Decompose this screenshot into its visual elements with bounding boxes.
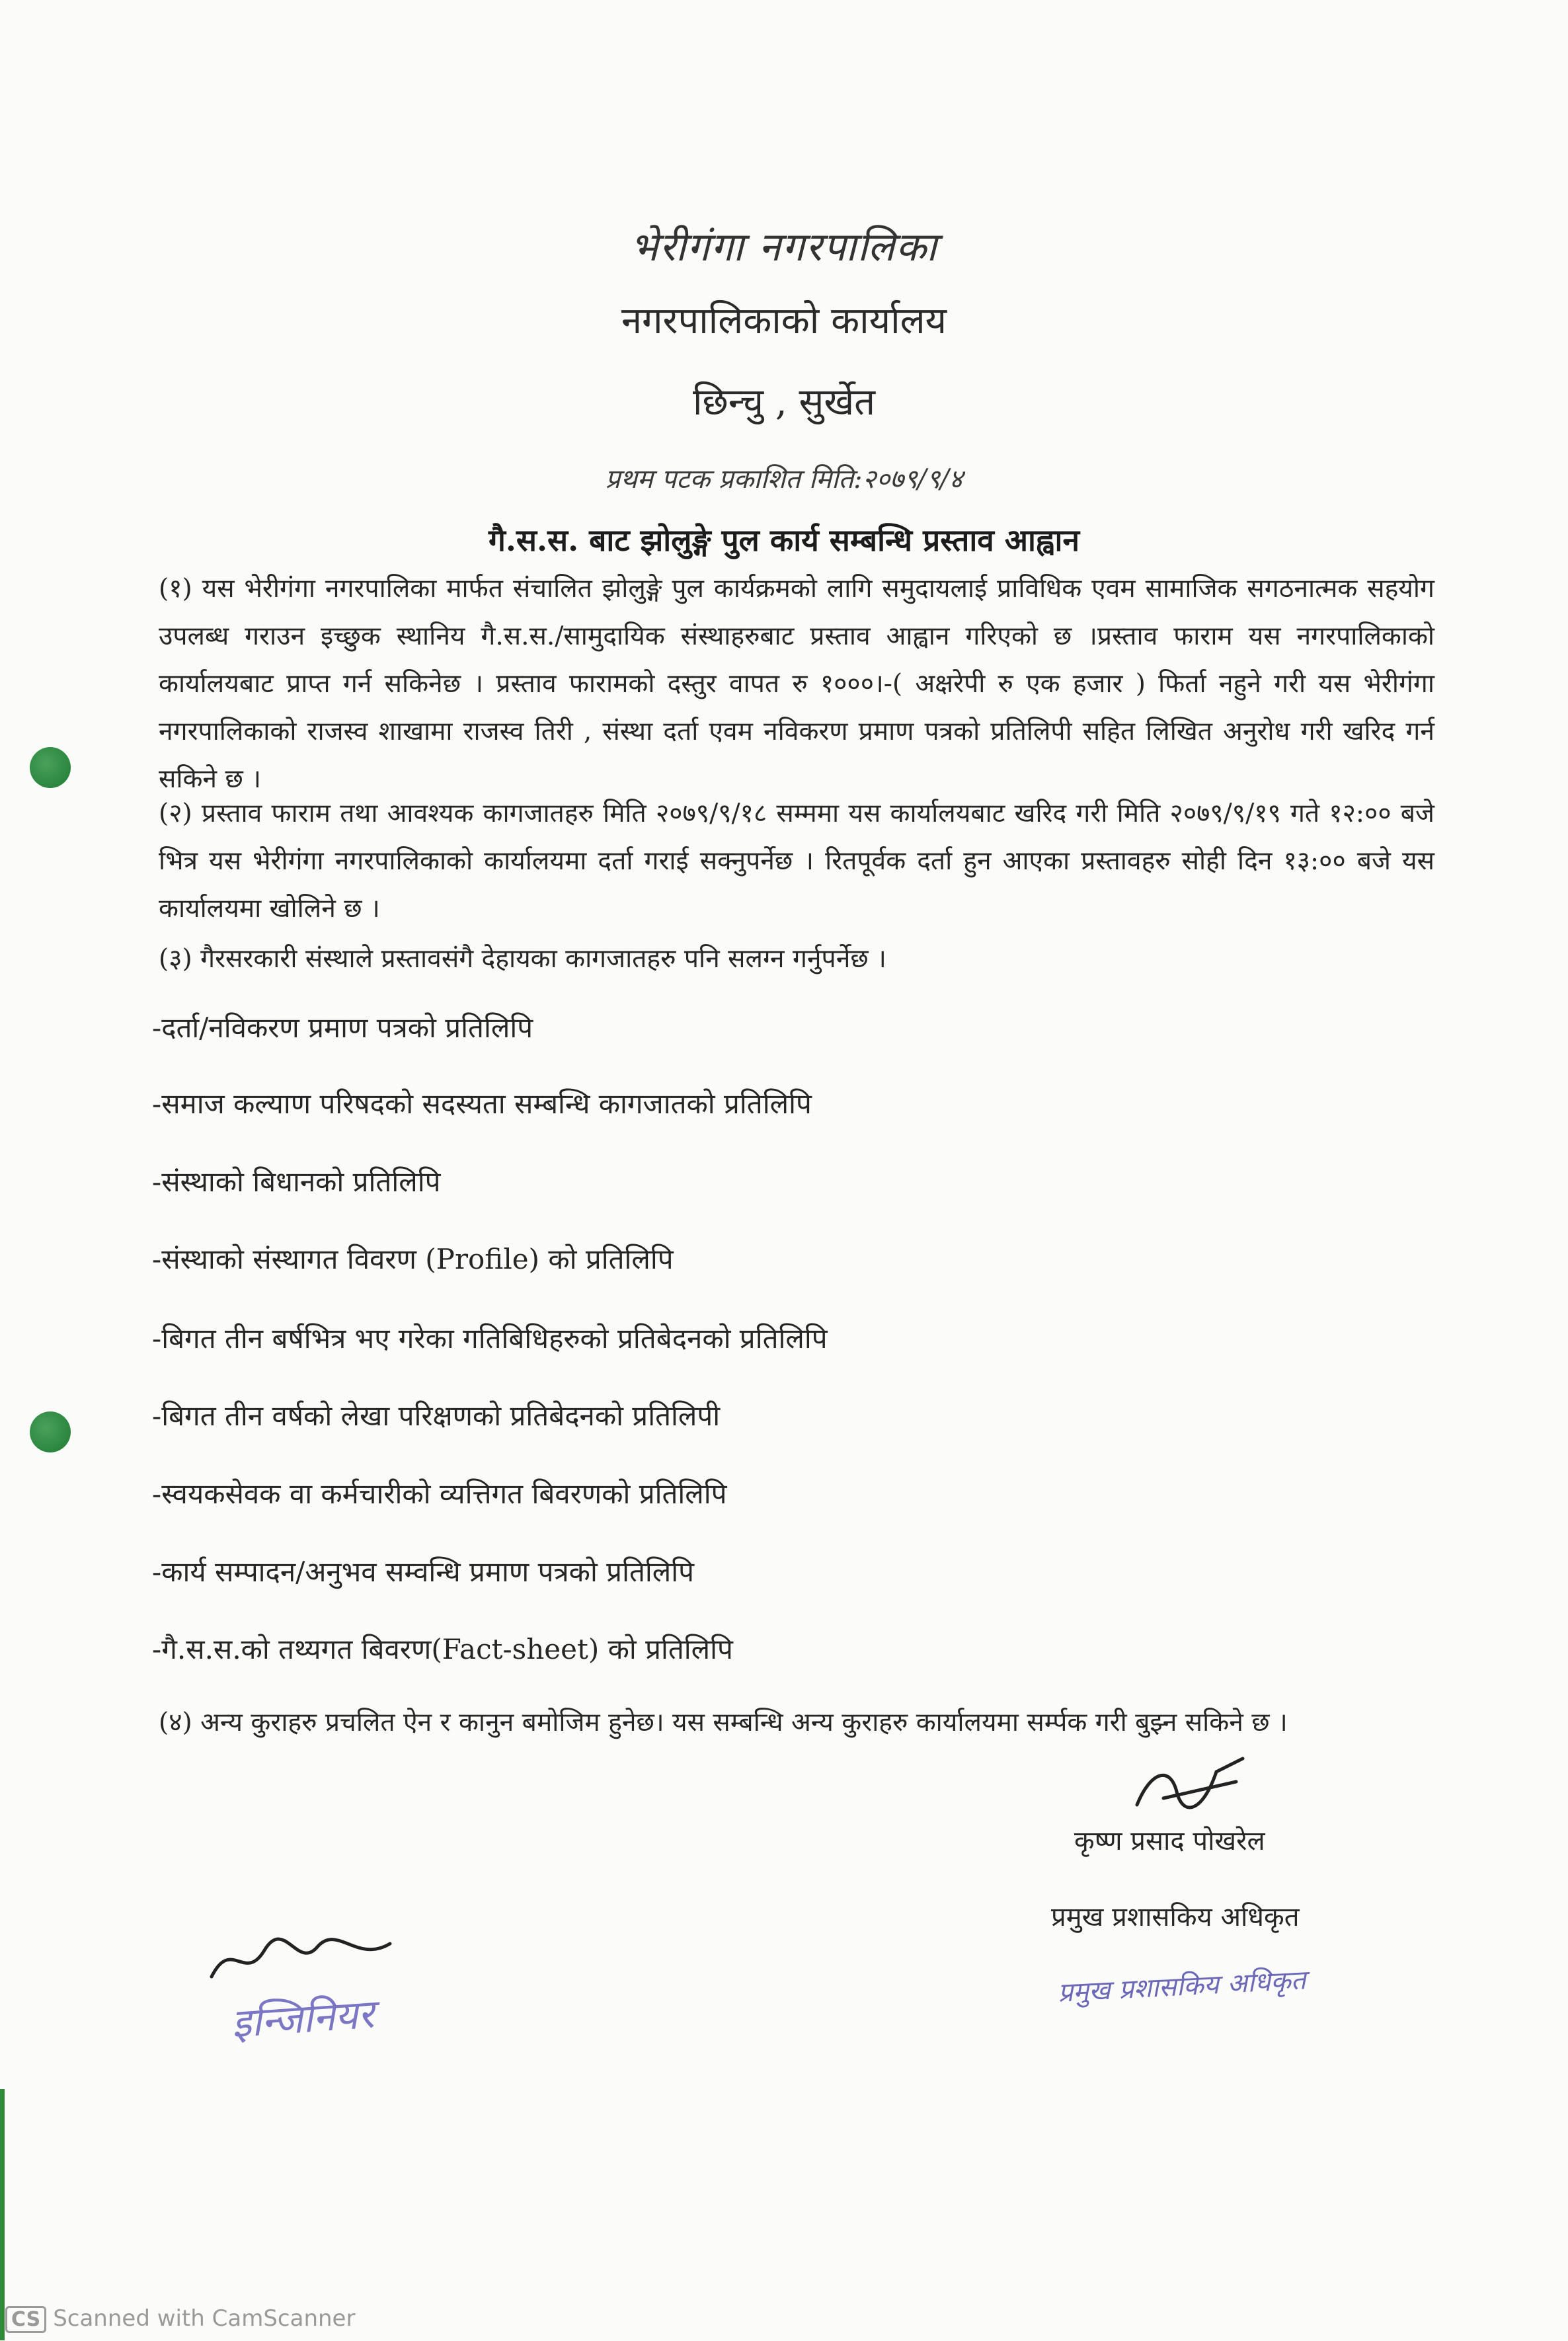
signature-scribble — [1124, 1745, 1256, 1825]
publication-date: प्रथम पटक प्रकाशित मिति:२०७९/९/४ — [605, 464, 963, 495]
paragraph-2: (२) प्रस्ताव फाराम तथा आवश्यक कागजातहरु मिति २०७९/९/१८ सम्ममा यस कार्यालयबाट खरिद गरी मिति २०७९/९/१९ गते १२:०० बजे भित्र यस भेरीगंगा नगरपालिकाको कार्यालयमा दर्ता गराई सक्नुपर्नेछ । रितपूर्वक दर्ता हुन आएका प्रस्तावहरु सोही दिन १३:०० बजे यस कार्यालयमा खोलिने छ । — [159, 799, 1434, 924]
municipality-name: भेरीगंगा नगरपालिका — [630, 224, 938, 270]
paragraph-3: (३) गैरसरकारी संस्थाले प्रस्तावसंगै देहायका कागजातहरु पनि सलग्न गर्नुपर्नेछ । — [159, 944, 886, 974]
scan-edge — [0, 2089, 5, 2340]
signatory-name: कृष्ण प्रसाद पोखरेल — [1074, 1826, 1265, 1856]
paragraph-4: (४) अन्य कुराहरु प्रचलित ऐन र कानुन बमोजिम हुनेछ। यस सम्बन्धि अन्य कुराहरु कार्यालयमा सर्म्पक गरी बुझ्न सकिने छ । — [159, 1708, 1288, 1737]
document-item: -दर्ता/नविकरण प्रमाण पत्रको प्रतिलिपि — [152, 1012, 533, 1044]
punch-hole-dot — [30, 1411, 71, 1452]
document-item: -बिगत तीन बर्षभित्र भए गरेका गतिबिधिहरुको प्रतिबेदनको प्रतिलिपि — [152, 1322, 828, 1355]
document-item: -स्वयकसेवक वा कर्मचारीको व्यत्तिगत बिवरणको प्रतिलिपि — [152, 1478, 727, 1510]
office-name: नगरपालिकाको कार्यालय — [621, 299, 947, 342]
camscanner-text: Scanned with CamScanner — [53, 2305, 356, 2332]
document-item: -समाज कल्याण परिषदको सदस्यता सम्बन्धि कागजातको प्रतिलिपि — [152, 1088, 812, 1120]
office-address: छिन्चु , सुर्खेत — [692, 381, 876, 424]
camscanner-logo-icon: CS — [5, 2306, 46, 2333]
document-item: -संस्थाको बिधानको प्रतिलिपि — [152, 1166, 441, 1198]
camscanner-footer — [5, 2305, 355, 2333]
official-stamp: प्रमुख प्रशासकिय अधिकृत — [1057, 1965, 1307, 2008]
engineer-signature — [205, 1924, 403, 1997]
document-item: -बिगत तीन वर्षको लेखा परिक्षणको प्रतिबेदनको प्रतिलिपी — [152, 1400, 721, 1432]
document-item: -गै.स.स.को तथ्यगत बिवरण(Fact-sheet) को प्रतिलिपि — [152, 1633, 733, 1665]
paragraph-1: (१) यस भेरीगंगा नगरपालिका मार्फत संचालित झोलुङ्गे पुल कार्यक्रमको लागि समुदायलाई प्राविधिक एवम सामाजिक सगठनात्मक सहयोग उपलब्ध गराउन इच्छुक स्थानिय गै.स.स./सामुदायिक संस्थाहरुबाट प्रस्ताव आह्वान गरिएको छ ।प्रस्ताव फाराम यस नगरपालिकाको कार्यालयबाट प्राप्त गर्न सकिनेछ । प्रस्ताव फारामको दस्तुर वापत रु १०००।-( अक्षरेपी रु एक हजार ) फिर्ता नहुने गरी यस भेरीगंगा नगरपालिकाको राजस्व शाखामा राजस्व तिरी , संस्था दर्ता एवम नविकरण प्रमाण पत्रको प्रतिलिपी सहित लिखित अनुरोध गरी खरिद गर्न सकिने छ । — [159, 574, 1434, 794]
notice-title: गै.स.स. बाट झोलुङ्गे पुल कार्य सम्बन्धि प्रस्ताव आह्वान — [489, 522, 1079, 558]
punch-hole-dot — [30, 747, 71, 788]
document-item: -कार्य सम्पादन/अनुभव सम्वन्धि प्रमाण पत्रको प्रतिलिपि — [152, 1556, 694, 1588]
engineer-stamp: इन्जिनियर — [230, 1991, 375, 2047]
signatory-title: प्रमुख प्रशासकिय अधिकृत — [1051, 1902, 1300, 1932]
document-item: -संस्थाको संस्थागत विवरण (Profile) को प्रतिलिपि — [152, 1243, 674, 1275]
